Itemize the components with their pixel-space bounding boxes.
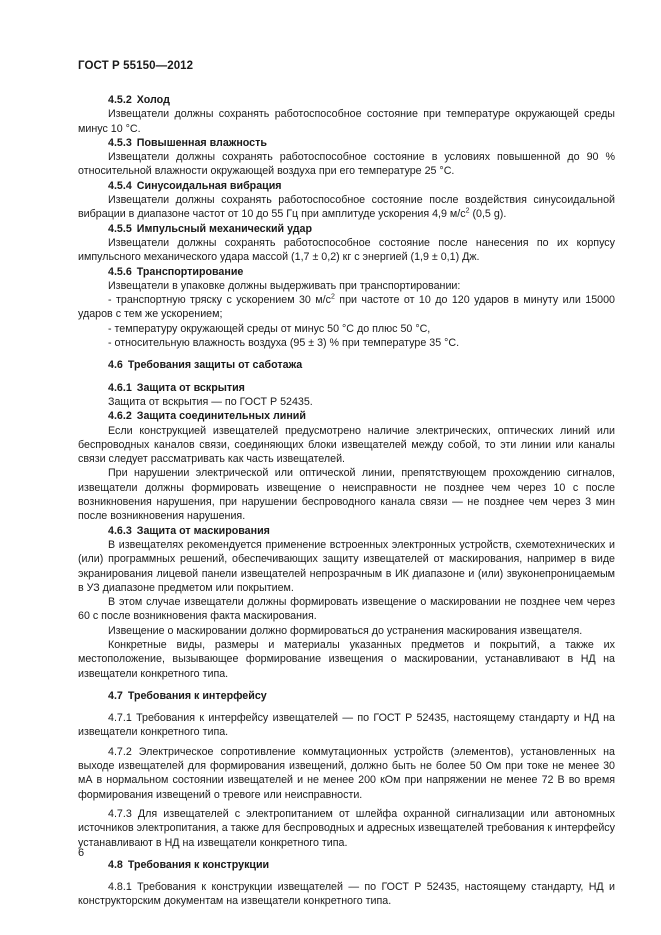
section-heading-4-5-6: 4.5.6 Транспортирование	[108, 265, 244, 278]
paragraph: При нарушении электрической или оптической линии, препятствующем прохождению сигналов, извещатели должны формировать извещение о неисправности не позднее чем через 10 с после возникновения нарушения, при нарушении беспроводного канала связи — не позднее чем через 3 мин после возникновения нарушения.	[78, 467, 615, 523]
paragraph: Конкретные виды, размеры и материалы указанных предметов и покрытий, а также их местоположение, вызывающее формирование извещения о маскировании, устанавливают в НД на извещатели конкретного типа.	[78, 638, 615, 680]
paragraph: Извещатели должны сохранять работоспособное состояние в условиях повышенной до 90 % относительной влажности окружающей воздуха при его температуре 25 °С.	[78, 151, 615, 178]
section-heading-4-8: 4.8 Требования к конструкции	[108, 858, 270, 871]
list-item: - относительную влажность воздуха (95 ± 3) % при температуре 35 °С.	[108, 337, 460, 350]
document-body	[78, 93, 615, 909]
paragraph: В извещателях рекомендуется применение встроенных электронных устройств, схемотехнических и (или) программных решений, обеспечивающих защиту извещателей от маскирования, например в виде экранирования лицевой панели извещателей непрозрачным в ИК диапазоне и (или) звуконепроницаемым в УЗ диапазоне предметом или покрытием.	[78, 538, 615, 594]
paragraph: 4.7.1 Требования к интерфейсу извещателей — по ГОСТ Р 52435, настоящему стандарту и НД на извещатели конкретного типа.	[78, 712, 615, 739]
paragraph: Если конструкцией извещателей предусмотрено наличие электрических, оптических линий или беспроводных каналов связи, соединяющих блоки извещателей между собой, то эти линии или каналы связи следует рассматривать как часть извещателей.	[78, 424, 615, 466]
section-heading-4-5-5: 4.5.5 Импульсный механический удар	[108, 222, 313, 235]
paragraph: 4.8.1 Требования к конструкции извещателей — по ГОСТ Р 52435, настоящему стандарту, НД и конструкторским документам на извещатели конкретного типа.	[78, 881, 615, 908]
section-heading-4-5-2: 4.5.2 Холод	[108, 94, 170, 106]
document-header: ГОСТ Р 55150—2012	[78, 60, 194, 72]
section-heading-4-7: 4.7 Требования к интерфейсу	[108, 689, 267, 702]
page-number: 6	[78, 847, 85, 859]
paragraph: Извещатели должны сохранять работоспособное состояние после нанесения по их корпусу импульсного механического удара массой (1,7 ± 0,2) кг с энергией (1,9 ± 0,1) Дж.	[78, 236, 615, 264]
paragraph: 4.7.3 Для извещателей с электропитанием от шлейфа охранной сигнализации или автономных источников электропитания, а также для беспроводных и адресных извещателей требования к интерфейсу устанавливают в НД на извещатели конкретного типа.	[78, 807, 615, 849]
paragraph: 4.7.2 Электрическое сопротивление коммутационных устройств (элементов), установленных на выходе извещателей для формирования извещений, должно быть не более 50 Ом при токе не менее 30 мА в нормальном состоянии извещателей и не менее 200 кОм при напряжении не менее 72 В во время формирования извещений о тревоге или неисправности.	[78, 745, 615, 801]
section-heading-4-6-3: 4.6.3 Защита от маскирования	[108, 524, 270, 537]
section-heading-4-6: 4.6 Требования защиты от саботажа	[108, 359, 303, 372]
list-item: - температуру окружающей среды от минус 50 °С до плюс 50 °С,	[108, 322, 431, 335]
paragraph: Извещатели должны сохранять работоспособное состояние при температуре окружающей среды минус 10 °С.	[78, 108, 615, 135]
section-heading-4-6-1: 4.6.1 Защита от вскрытия	[108, 381, 245, 394]
paragraph: Извещатели должны сохранять работоспособное состояние после воздействия синусоидальной вибрации в диапазоне частот от 10 до 55 Гц при амплитуде ускорения 4,9 $м/с^2$ (0,5 g).	[78, 194, 615, 221]
paragraph: Извещение о маскировании должно формироваться до устранения маскирования извещателя.	[108, 624, 583, 637]
list-item: - транспортную тряску с ускорением 30 $м/с^2$ при частоте от 10 до 120 ударов в минуту или 15000 ударов с тем же ускорением;	[78, 293, 616, 321]
section-heading-4-6-2: 4.6.2 Защита соединительных линий	[108, 410, 306, 423]
paragraph: Извещатели в упаковке должны выдерживать при транспортировании:	[108, 279, 461, 292]
section-heading-4-5-4: 4.5.4 Синусоидальная вибрация	[108, 179, 282, 192]
paragraph: Защита от вскрытия — по ГОСТ Р 52435.	[108, 395, 313, 408]
section-heading-4-5-3: 4.5.3 Повышенная влажность	[108, 136, 267, 149]
paragraph: В этом случае извещатели должны формировать извещение о маскировании не позднее чем через 60 с после возникновения факта маскирования.	[78, 596, 615, 623]
